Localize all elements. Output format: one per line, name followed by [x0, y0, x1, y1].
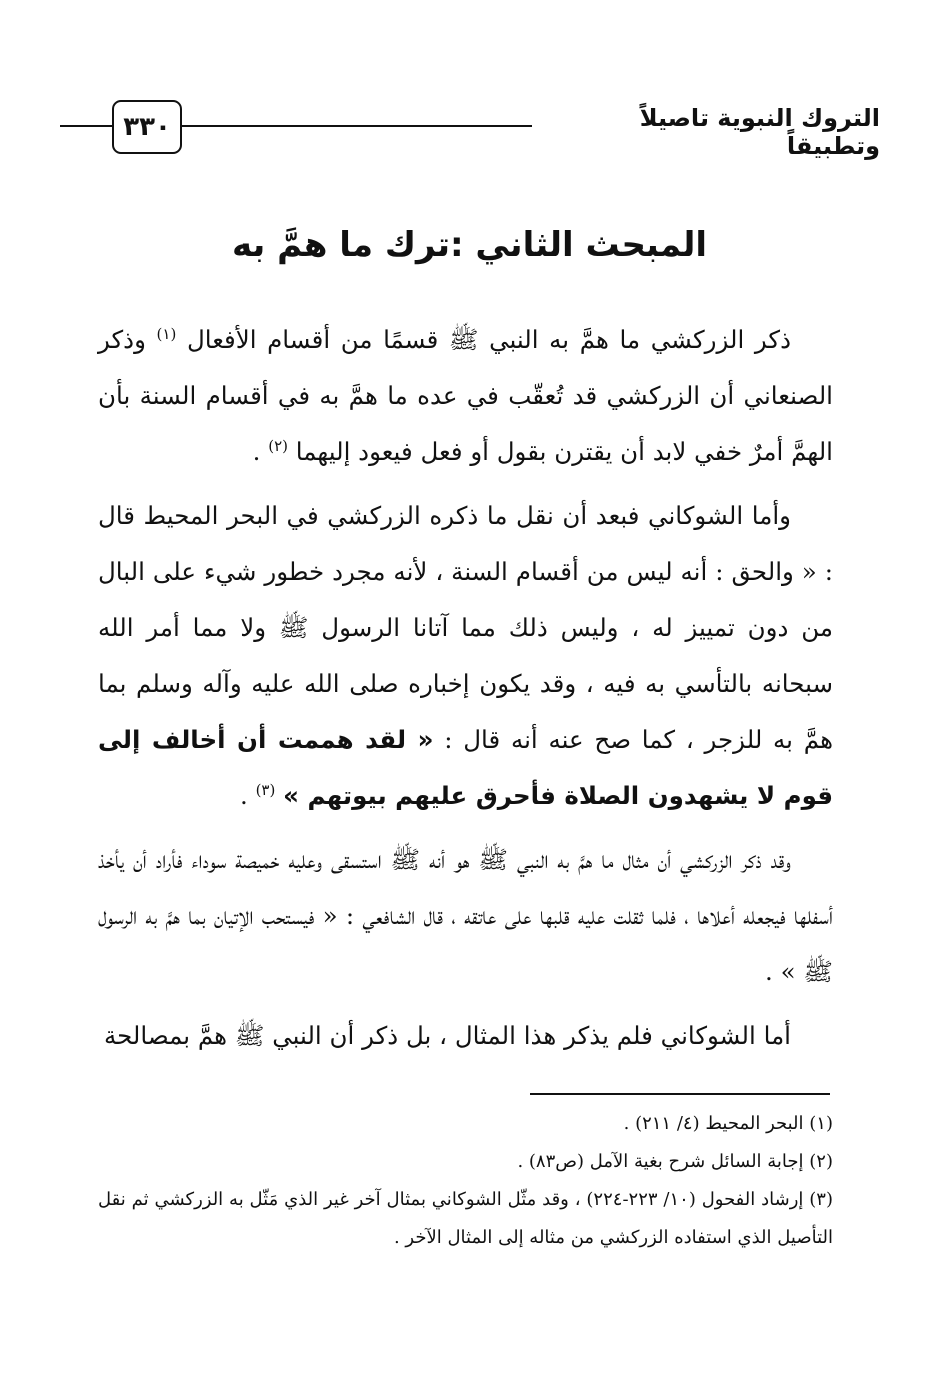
footnotes [98, 1105, 833, 1257]
running-header [60, 92, 880, 162]
footnote-ref-2: (٢) [268, 436, 288, 455]
page-number-tick [80, 125, 112, 127]
paragraph-2-end: . [239, 781, 248, 810]
footnote-1: (١) البحر المحيط (٤/ ٢١١) . [623, 1113, 833, 1134]
body-text [98, 312, 833, 1072]
footnote-ref-3: (٣) [255, 780, 276, 799]
footnote-3: (٣) إرشاد الفحول (١٠/ ٢٢٣-٢٢٤) ، وقد مثّل الشوكاني بمثال آخر غير الذي مَثّل به الزركشي ثم نقل التأصيل الذي استفاده الزركشي من مثاله إلى المثال الآخر . [98, 1189, 833, 1248]
paragraph-1 [98, 312, 833, 480]
paragraph-4: أما الشوكاني فلم يذكر هذا المثال ، بل ذكر أن النبي ﷺ همَّ بمصالحة [103, 1021, 791, 1050]
paragraph-1-text-b: وذكر الصنعاني أن الزركشي قد تُعقّب في عده ما همَّ به في أقسام السنة بأن الهمَّ أمرٌ خفي لابد أن يقترن بقول أو فعل فيعود إليهما [98, 325, 833, 466]
hadith-quote: « لقد هممت أن أخالف إلى قوم لا يشهدون الصلاة فأحرق عليهم بيوتهم » [98, 725, 833, 810]
paragraph-1-end: . [252, 437, 261, 466]
chapter-title: المبحث الثاني :ترك ما همَّ به [231, 225, 708, 265]
footnote-ref-1: (١) [156, 324, 177, 343]
paragraph-2 [98, 488, 833, 824]
footnote-separator [530, 1093, 830, 1095]
paragraph-3: وقد ذكر الزركشي أن مثال ما همَّ به النبي ﷺ هو أنه ﷺ استسقى وعليه خميصة سوداء فأراد أن يأخذ أسفلها فيجعله أعلاها ، فلما ثقلت عليه قلبها على عاتقه ، قال الشافعي : « فيستحب الإتيان بما همَّ به الرسول ﷺ » . [98, 845, 833, 986]
paragraph-2-text: وأما الشوكاني فبعد أن نقل ما ذكره الزركشي في البحر المحيط قال : « والحق : أنه ليس من أقسام السنة ، لأنه مجرد خطور شيء على البال من دون تمييز له ، وليس ذلك مما آتانا الرسول ﷺ ولا مما أمر الله سبحانه بالتأسي به فيه ، وقد يكون إخباره صلى الله عليه وآله وسلم بما همَّ به للزجر ، كما صح عنه أنه قال : [98, 501, 833, 754]
footnote-2: (٢) إجابة السائل شرح بغية الآمل (ص٨٣) . [517, 1151, 833, 1172]
running-title: التروك النبوية تاصيلاً وتطبيقاً [532, 104, 880, 160]
paragraph-1-text-a: ذكر الزركشي ما همَّ به النبي ﷺ قسمًا من أقسام الأفعال [186, 325, 791, 354]
page-number: ٣٣٠ [112, 100, 182, 154]
